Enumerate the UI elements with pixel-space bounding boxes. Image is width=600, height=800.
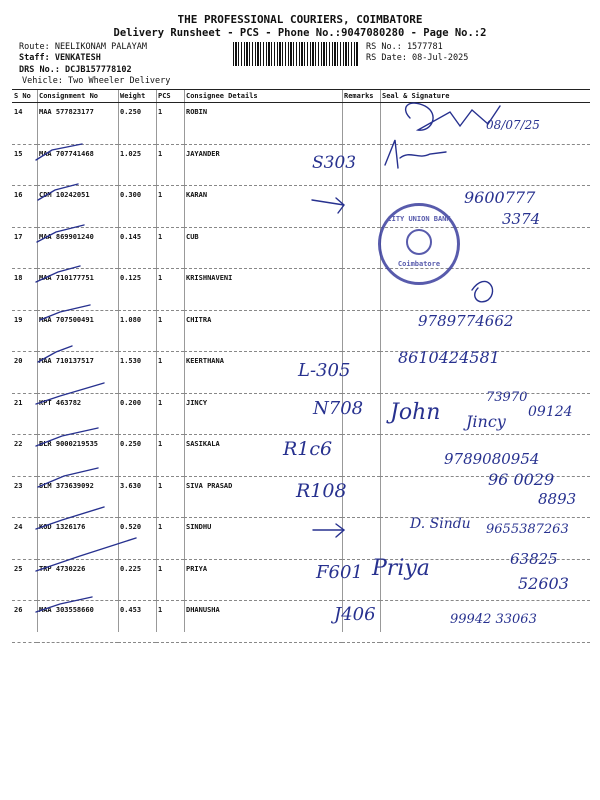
stamp-city: Coimbatore — [397, 260, 441, 268]
cell-consignee: KARAN — [184, 186, 342, 228]
cell-pcs: 1 — [156, 559, 184, 601]
cell-consignment: CDM 10242051 — [37, 186, 118, 228]
handwriting-number: 09124 — [528, 404, 573, 420]
runsheet-subtitle: Delivery Runsheet - PCS - Phone No.:9047080280 - Page No.:2 — [113, 27, 487, 39]
cell-weight: 0.125 — [118, 269, 156, 311]
cell-consignee: JAYANDER — [184, 144, 342, 186]
company-title: THE PROFESSIONAL COURIERS, COIMBATORE — [177, 13, 423, 26]
cell-consignment: MAA 869901240 — [37, 227, 118, 269]
cell-sno: 17 — [12, 227, 37, 269]
handwriting-remark: R108 — [296, 480, 347, 502]
handwriting-number: 9600777 — [464, 188, 536, 207]
handwriting-name: John — [390, 400, 441, 425]
stamp-bank-name: CITY UNION BANK — [387, 215, 451, 223]
staff: Staff: VENKATESH — [19, 53, 101, 63]
cell-weight: 0.250 — [118, 435, 156, 477]
col-header-consignment: Consignment No — [37, 90, 118, 103]
tick-mark — [36, 507, 104, 529]
cell-pcs: 1 — [156, 310, 184, 352]
handwriting-remark: F601 — [316, 562, 363, 583]
cell-consignee: CHITRA — [184, 310, 342, 352]
cell-weight: 0.300 — [118, 186, 156, 228]
cell-pcs: 1 — [156, 269, 184, 311]
handwriting-phone: 8610424581 — [398, 348, 500, 367]
cell-weight: 1.530 — [118, 352, 156, 394]
col-header-consignee: Consignee Details — [184, 90, 342, 103]
cell-consignee: JINCY — [184, 393, 342, 435]
cell-pcs: 1 — [156, 227, 184, 269]
handwriting-number: 52603 — [518, 574, 569, 593]
tick-mark — [40, 305, 90, 320]
col-header-signature: Seal & Signature — [380, 90, 590, 103]
rs-date: RS Date: 08-Jul-2025 — [366, 53, 469, 63]
cell-consignment: KOD 1326176 — [37, 518, 118, 560]
cell-sno: 14 — [12, 103, 37, 145]
handwriting-date: 08/07/25 — [486, 118, 540, 132]
cell-weight: 0.250 — [118, 103, 156, 145]
cell-sno: 21 — [12, 393, 37, 435]
cell-consignee: CUB — [184, 227, 342, 269]
handwriting-number: 73970 — [486, 390, 528, 405]
cell-consignment: MAA 303558660 — [37, 601, 118, 643]
cell-consignment: MAA 707500491 — [37, 310, 118, 352]
handwriting-number: 96 0029 — [488, 470, 555, 489]
handwriting-remark: N708 — [313, 398, 364, 419]
cell-consignee: KRISHNAVENI — [184, 269, 342, 311]
handwriting-remark: J406 — [334, 604, 376, 625]
rs-number: RS No.: 1577781 — [366, 42, 443, 52]
cell-weight: 0.453 — [118, 601, 156, 643]
cell-consignee: ROBIN — [184, 103, 342, 145]
cell-pcs: 1 — [156, 352, 184, 394]
cell-consignee: SINDHU — [184, 518, 342, 560]
col-header-weight: Weight — [118, 90, 156, 103]
tick-mark — [36, 597, 92, 612]
col-header-remarks: Remarks — [342, 90, 380, 103]
cell-pcs: 1 — [156, 476, 184, 518]
handwriting-remark: S303 — [312, 153, 357, 173]
drs-number: DRS No.: DCJB157778102 — [19, 65, 132, 75]
cell-consignment: MAA 710177751 — [37, 269, 118, 311]
tick-mark — [38, 184, 78, 200]
cell-sno: 23 — [12, 476, 37, 518]
handwriting-name: Priya — [372, 556, 430, 581]
handwriting-signature: D. Sindu — [410, 516, 471, 532]
tick-mark — [36, 144, 82, 160]
cell-consignment: TRP 4730226 — [37, 559, 118, 601]
cell-weight: 0.225 — [118, 559, 156, 601]
cell-consignment: SLM 373639092 — [37, 476, 118, 518]
cell-consignment: MAA 707741468 — [37, 144, 118, 186]
cell-weight: 0.145 — [118, 227, 156, 269]
handwriting-phone: 99942 33063 — [450, 612, 537, 627]
tick-mark — [36, 266, 80, 282]
handwriting-phone: 9789080954 — [444, 450, 540, 468]
cell-pcs: 1 — [156, 518, 184, 560]
tick-mark — [38, 346, 72, 362]
cell-sno: 16 — [12, 186, 37, 228]
scribble — [385, 140, 446, 168]
cell-pcs: 1 — [156, 103, 184, 145]
cell-consignment: MAA 710137517 — [37, 352, 118, 394]
cell-pcs: 1 — [156, 435, 184, 477]
cell-pcs: 1 — [156, 393, 184, 435]
cell-pcs: 1 — [156, 601, 184, 643]
tick-mark — [36, 428, 98, 446]
cell-consignee: PRIYA — [184, 559, 342, 601]
cell-sno: 19 — [12, 310, 37, 352]
cell-sno: 24 — [12, 518, 37, 560]
cell-consignment: MAA 577823177 — [37, 103, 118, 145]
cell-consignment: KPT 463782 — [37, 393, 118, 435]
tick-mark — [37, 225, 84, 242]
handwriting-remark: R1c6 — [283, 438, 333, 460]
cell-sno: 18 — [12, 269, 37, 311]
cell-consignee: KEERTHANA — [184, 352, 342, 394]
handwriting-remark: L-305 — [298, 360, 351, 381]
bank-seal-stamp — [378, 203, 460, 285]
cell-weight: 0.520 — [118, 518, 156, 560]
cell-pcs: 1 — [156, 144, 184, 186]
cell-sno: 20 — [12, 352, 37, 394]
cell-consignee: SIVA PRASAD — [184, 476, 342, 518]
col-header-sno: S No — [12, 90, 37, 103]
cell-sno: 22 — [12, 435, 37, 477]
handwriting-number: 8893 — [538, 490, 577, 508]
cell-consignment: BLR 9000219535 — [37, 435, 118, 477]
tick-mark — [36, 538, 136, 571]
arrow-mark — [312, 198, 344, 213]
scribble — [472, 281, 493, 301]
cell-pcs: 1 — [156, 186, 184, 228]
cell-weight: 0.200 — [118, 393, 156, 435]
handwriting-phone: 9655387263 — [486, 522, 569, 537]
cell-sno: 25 — [12, 559, 37, 601]
cell-weight: 1.025 — [118, 144, 156, 186]
handwriting-number: 63825 — [510, 550, 558, 568]
route: Route: NEELIKONAM PALAYAM — [19, 42, 147, 52]
cell-sno: 15 — [12, 144, 37, 186]
stamp-logo-icon — [406, 229, 432, 255]
cell-weight: 1.080 — [118, 310, 156, 352]
handwriting-name: Jincy — [466, 412, 506, 431]
vehicle: Vehicle: Two Wheeler Delivery — [22, 76, 171, 86]
cell-sno: 26 — [12, 601, 37, 643]
col-header-pcs: PCS — [156, 90, 184, 103]
handwriting-number: 3374 — [502, 210, 541, 228]
cell-consignee: DHANUSHA — [184, 601, 342, 643]
tick-mark — [38, 468, 98, 487]
handwriting-phone: 9789774662 — [418, 312, 514, 330]
cell-consignee: SASIKALA — [184, 435, 342, 477]
tick-mark — [36, 383, 104, 404]
cell-weight: 3.630 — [118, 476, 156, 518]
arrow-mark — [313, 524, 344, 537]
